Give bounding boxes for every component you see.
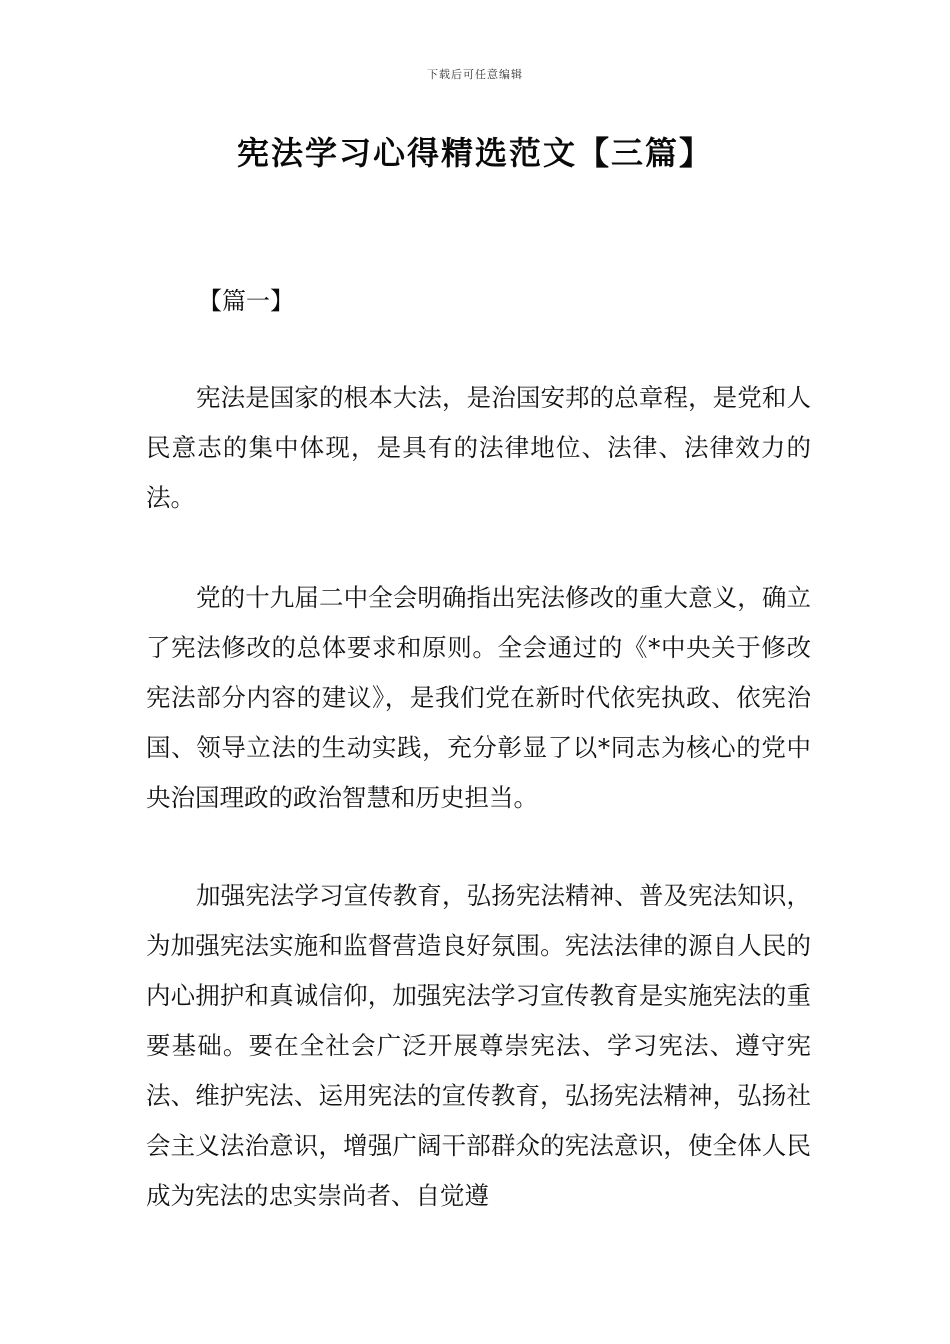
paragraph-1: 宪法是国家的根本大法，是治国安邦的总章程，是党和人民意志的集中体现，是具有的法律地位、法律、法律效力的法。	[146, 383, 811, 512]
section-heading: 【篇一】	[198, 287, 294, 315]
paragraph-2: 党的十九届二中全会明确指出宪法修改的重大意义，确立了宪法修改的总体要求和原则。全会通过的《*中央关于修改宪法部分内容的建议》，是我们党在新时代依宪执政、依宪治国、领导立法的生动实践，充分彰显了以*同志为核心的党中央治国理政的政治智慧和历史担当。	[146, 583, 811, 812]
document-title: 宪法学习心得精选范文【三篇】	[236, 134, 713, 172]
paragraph-3: 加强宪法学习宣传教育，弘扬宪法精神、普及宪法知识，为加强宪法实施和监督营造良好氛围。宪法法律的源自人民的内心拥护和真诚信仰，加强宪法学习宣传教育是实施宪法的重要基础。要在全社会广泛开展尊崇宪法、学习宪法、遵守宪法、维护宪法、运用宪法的宣传教育，弘扬宪法精神，弘扬社会主义法治意识，增强广阔干部群众的宪法意识，使全体人民成为宪法的忠实崇尚者、自觉遵	[146, 881, 811, 1210]
header-note: 下载后可任意编辑	[427, 68, 523, 81]
